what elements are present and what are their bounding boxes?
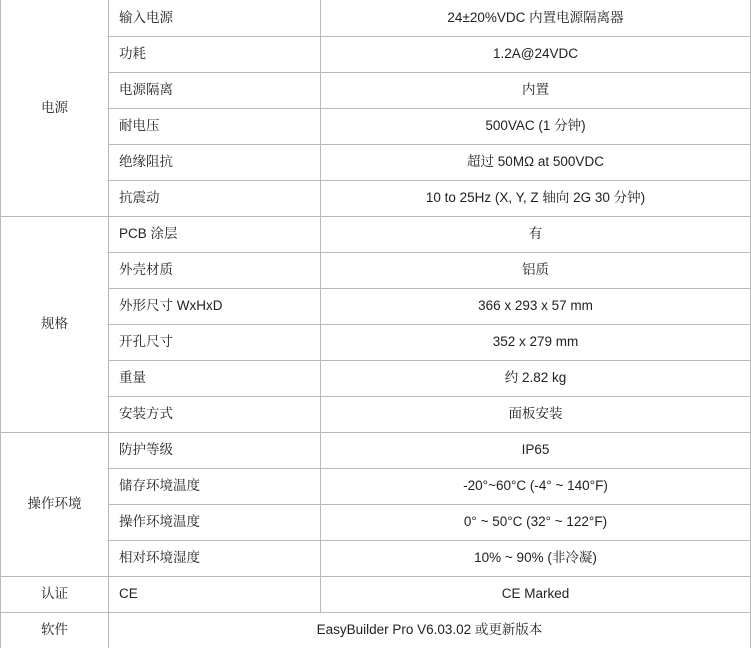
table-row [1,468,751,504]
table-row [1,108,751,144]
item-value: CE Marked [321,576,751,612]
group-label-specification: 规格 [1,216,109,432]
item-label: 开孔尺寸 [109,324,321,360]
item-label: 输入电源 [109,0,321,36]
item-label: 功耗 [109,36,321,72]
table-row [1,0,751,36]
table-row [1,36,751,72]
item-value: 352 x 279 mm [321,324,751,360]
table-row [1,576,751,612]
group-label-certification: 认证 [1,576,109,612]
item-label: 抗震动 [109,180,321,216]
table-row [1,288,751,324]
item-value: 约 2.82 kg [321,360,751,396]
table-row [1,504,751,540]
table-row [1,612,751,648]
table-row [1,144,751,180]
item-value: 10 to 25Hz (X, Y, Z 轴向 2G 30 分钟) [321,180,751,216]
group-label-software: 软件 [1,612,109,648]
item-value: 500VAC (1 分钟) [321,108,751,144]
item-label: 储存环境温度 [109,468,321,504]
table-row [1,216,751,252]
item-value: 24±20%VDC 内置电源隔离器 [321,0,751,36]
table-row [1,324,751,360]
item-label: CE [109,576,321,612]
table-row [1,432,751,468]
item-value: 超过 50MΩ at 500VDC [321,144,751,180]
item-label: 操作环境温度 [109,504,321,540]
table-row [1,72,751,108]
item-label: 耐电压 [109,108,321,144]
item-value: 内置 [321,72,751,108]
specification-table-body [1,0,751,648]
item-value: 1.2A@24VDC [321,36,751,72]
item-label: 防护等级 [109,432,321,468]
item-value: 0° ~ 50°C (32° ~ 122°F) [321,504,751,540]
item-value: 面板安装 [321,396,751,432]
item-label: 外形尺寸 WxHxD [109,288,321,324]
table-row [1,540,751,576]
group-label-operating-environment: 操作环境 [1,432,109,576]
item-label: 相对环境湿度 [109,540,321,576]
item-value: 10% ~ 90% (非冷凝) [321,540,751,576]
item-label: 外壳材质 [109,252,321,288]
item-value: 铝质 [321,252,751,288]
group-label-power: 电源 [1,0,109,216]
item-value: IP65 [321,432,751,468]
item-label: 绝缘阻抗 [109,144,321,180]
table-row [1,252,751,288]
item-label: 电源隔离 [109,72,321,108]
item-label: 重量 [109,360,321,396]
table-row [1,360,751,396]
item-label: 安装方式 [109,396,321,432]
table-row [1,180,751,216]
item-value: 366 x 293 x 57 mm [321,288,751,324]
item-value: 有 [321,216,751,252]
table-row [1,396,751,432]
item-label: PCB 涂层 [109,216,321,252]
item-value: -20°~60°C (-4° ~ 140°F) [321,468,751,504]
item-value: EasyBuilder Pro V6.03.02 或更新版本 [109,612,751,648]
